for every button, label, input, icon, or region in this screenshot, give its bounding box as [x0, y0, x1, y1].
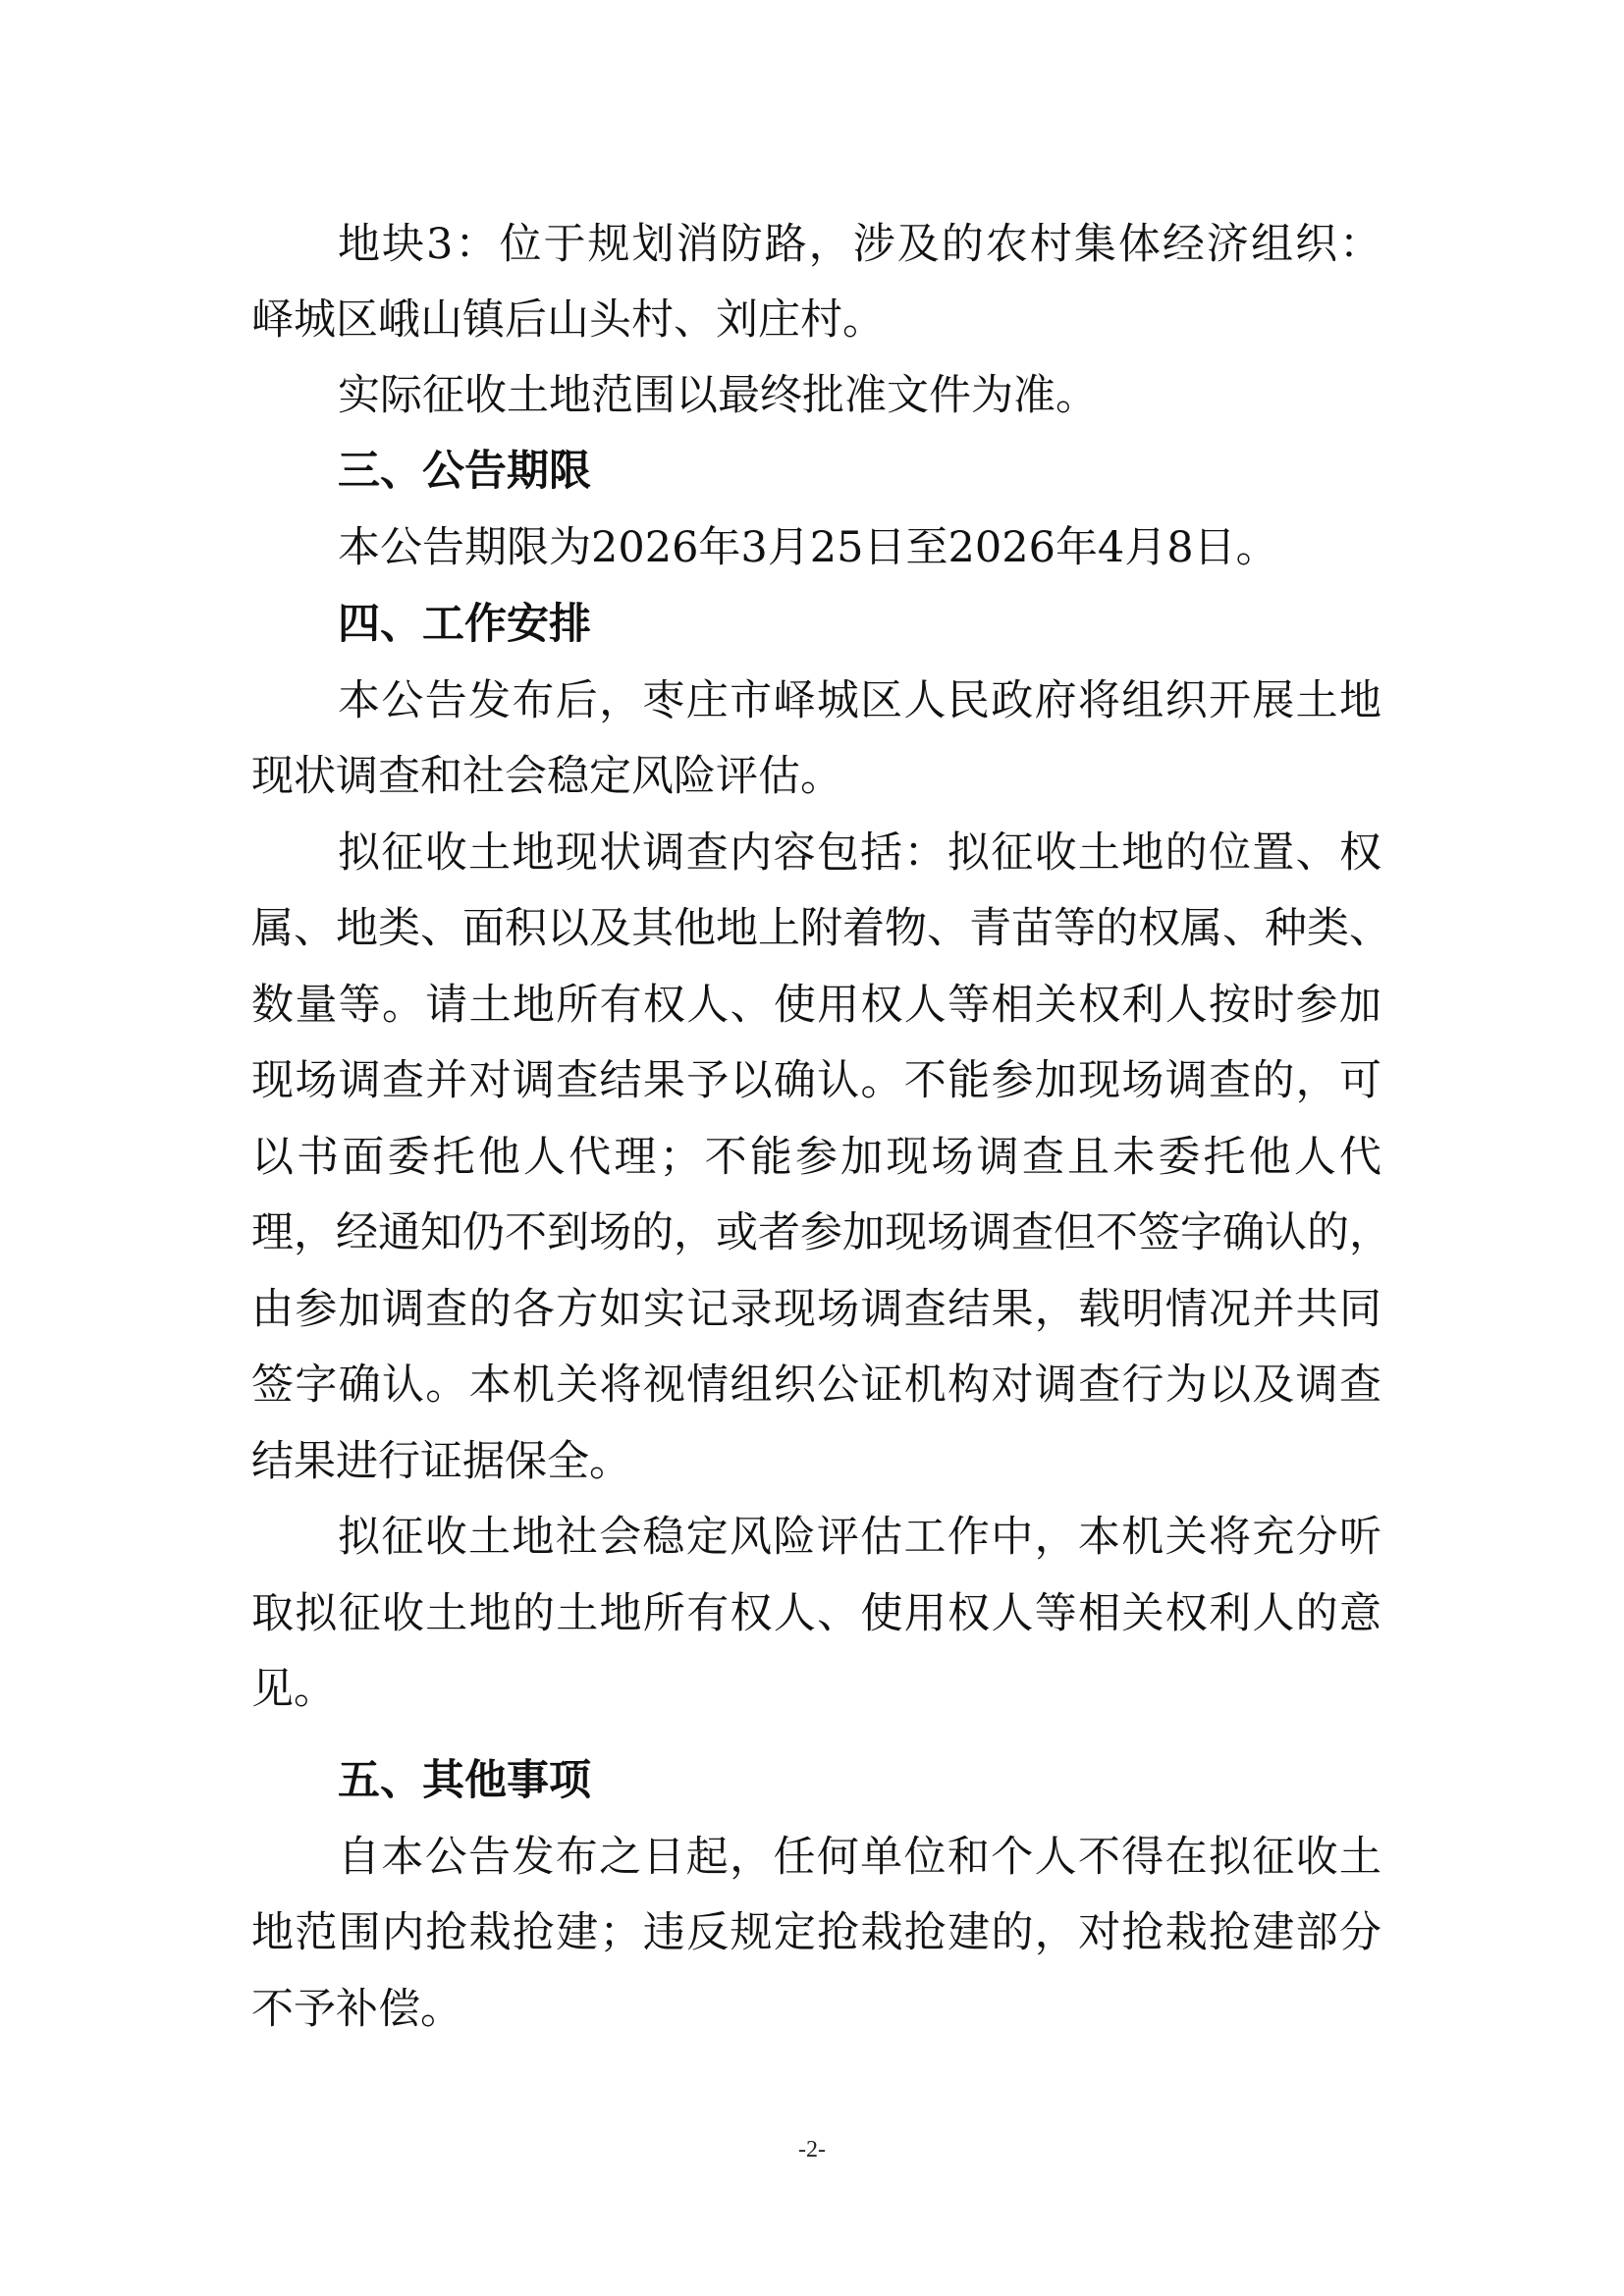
survey-line-8: 签字确认。本机关将视情组织公证机构对调查行为以及调查	[251, 1361, 1381, 1410]
notice-period-text: 本公告期限为2026年3月25日至2026年4月8日。	[338, 523, 1278, 572]
work-arrangement-line-1: 本公告发布后，枣庄市峄城区人民政府将组织开展土地	[338, 676, 1381, 725]
other-matters-line-1: 自本公告发布之日起，任何单位和个人不得在拟征收土	[338, 1833, 1381, 1882]
survey-line-5: 以书面委托他人代理；不能参加现场调查且未委托他人代	[251, 1133, 1381, 1182]
survey-line-4: 现场调查并对调查结果予以确认。不能参加现场调查的，可	[251, 1056, 1381, 1105]
survey-line-9: 结果进行证据保全。	[251, 1437, 631, 1486]
survey-line-6: 理，经通知仍不到场的，或者参加现场调查但不签字确认的，	[251, 1208, 1391, 1257]
section-heading-other-matters: 五、其他事项	[338, 1756, 591, 1805]
other-matters-line-2: 地范围内抢栽抢建；违反规定抢栽抢建的，对抢栽抢建部分	[251, 1908, 1381, 1957]
risk-assessment-line-2: 取拟征收土地的土地所有权人、使用权人等相关权利人的意	[251, 1589, 1381, 1638]
survey-line-1: 拟征收土地现状调查内容包括：拟征收土地的位置、权	[338, 828, 1381, 878]
survey-line-7: 由参加调查的各方如实记录现场调查结果，载明情况并共同	[251, 1285, 1381, 1334]
section-heading-notice-period: 三、公告期限	[338, 447, 591, 496]
risk-assessment-line-1: 拟征收土地社会稳定风险评估工作中，本机关将充分听	[338, 1513, 1381, 1562]
page-number: -2-	[798, 2137, 826, 2163]
parcel-3-line-2: 峄城区峨山镇后山头村、刘庄村。	[251, 295, 885, 345]
parcel-3-line-1: 地块3：位于规划消防路，涉及的农村集体经济组织：	[338, 220, 1381, 269]
other-matters-line-3: 不予补偿。	[251, 1985, 462, 2034]
work-arrangement-line-2: 现状调查和社会稳定风险评估。	[251, 752, 842, 801]
risk-assessment-line-3: 见。	[251, 1665, 336, 1714]
scope-note: 实际征收土地范围以最终批准文件为准。	[338, 371, 1098, 420]
survey-line-3: 数量等。请土地所有权人、使用权人等相关权利人按时参加	[251, 981, 1381, 1030]
section-heading-work-arrangement: 四、工作安排	[338, 600, 591, 649]
survey-line-2: 属、地类、面积以及其他地上附着物、青苗等的权属、种类、	[251, 904, 1391, 953]
